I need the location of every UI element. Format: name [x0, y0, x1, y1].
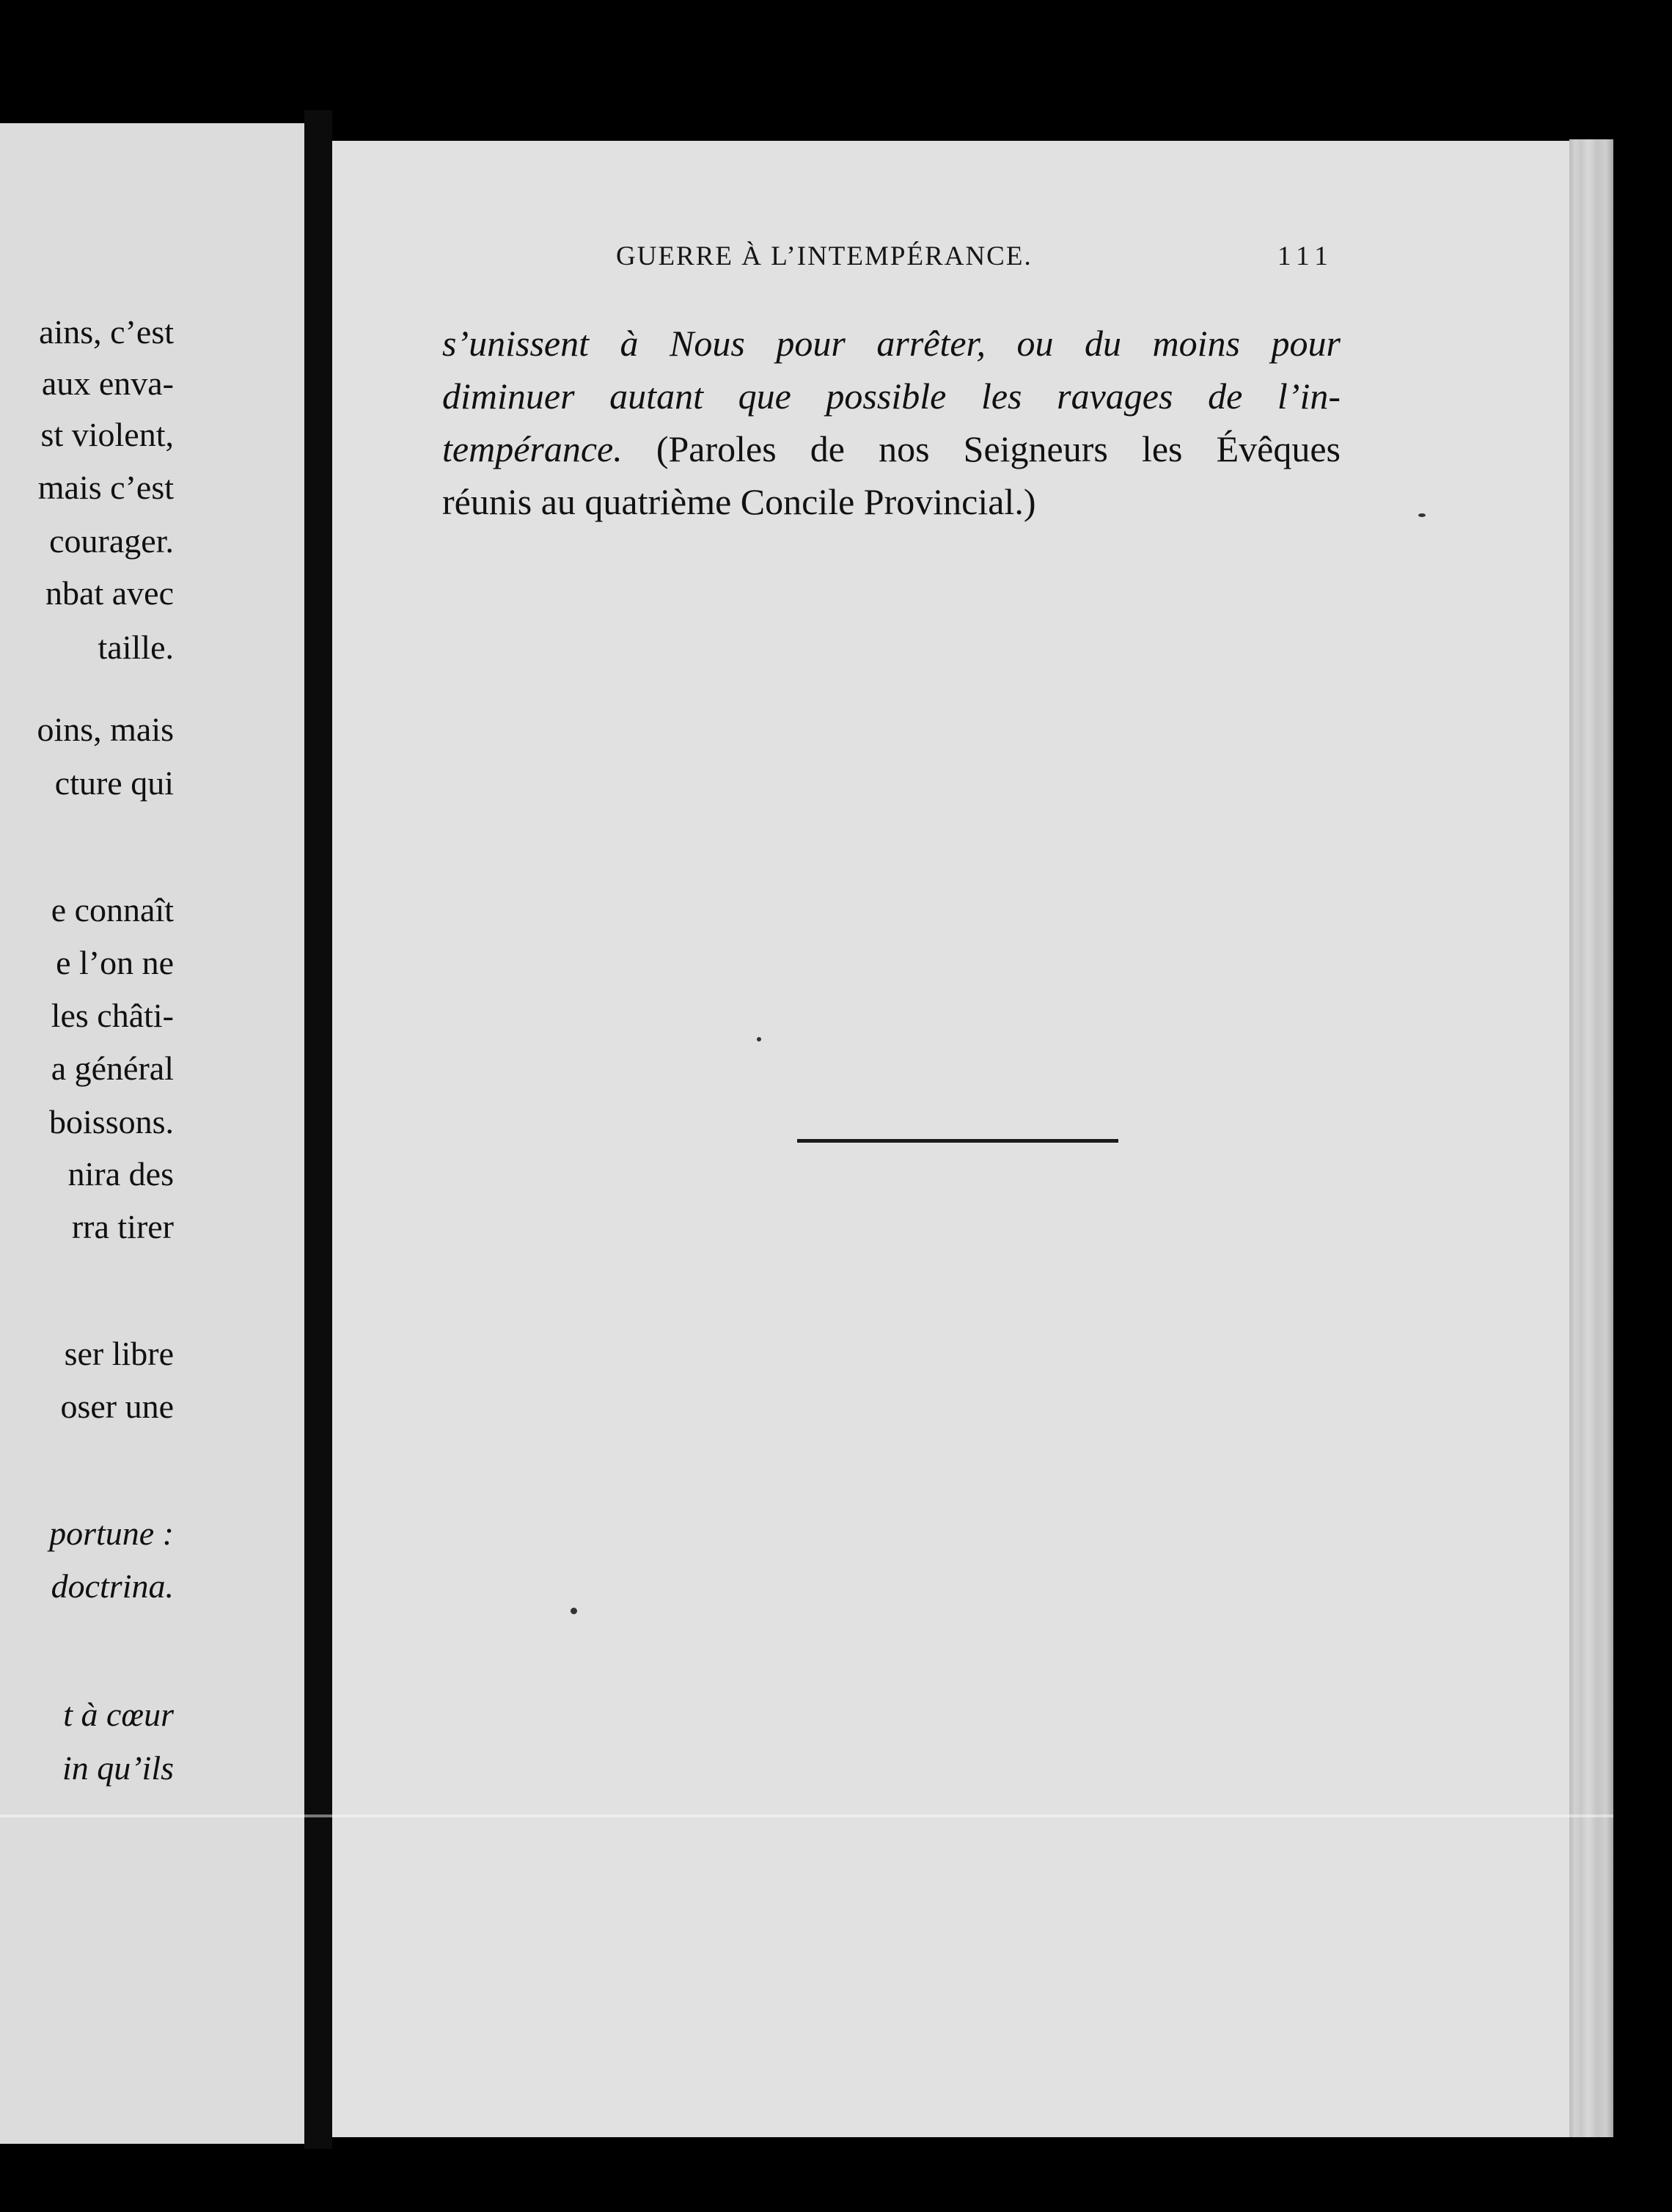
left-page-line: doctrina. [51, 1567, 174, 1605]
ink-speck [1418, 513, 1426, 517]
running-header: GUERRE À L’INTEMPÉRANCE. [616, 241, 1033, 271]
left-page-line: oins, mais [37, 711, 174, 748]
body-paragraph [442, 317, 1341, 528]
body-line-4: réunis au quatrième Concile Provincial.) [442, 481, 1036, 522]
left-page-text [0, 123, 304, 2144]
left-page [0, 123, 304, 2144]
left-page-line: a général [51, 1050, 174, 1087]
body-line-2: diminuer autant que possible les ravages de l’in- [442, 376, 1341, 417]
ink-speck [757, 1037, 761, 1041]
section-rule [797, 1139, 1118, 1143]
page-edge [1569, 139, 1613, 2137]
body-line-3-roman: (Paroles de nos Seigneurs les Évêques [622, 428, 1341, 469]
left-page-line: taille. [98, 629, 174, 666]
left-page-line: t à cœur [63, 1696, 174, 1733]
body-line-1: s’unissent à Nous pour arrêter, ou du moins pour [442, 323, 1341, 364]
page-number: 111 [1277, 241, 1334, 271]
left-page-line: ains, c’est [39, 313, 174, 351]
left-page-line: e l’on ne [56, 944, 174, 981]
left-page-line: nbat avec [45, 574, 174, 612]
ink-speck [571, 1608, 577, 1614]
left-page-line: oser une [60, 1388, 174, 1425]
left-page-line: rra tirer [71, 1208, 174, 1245]
body-line-3-italic: tempérance. [442, 428, 623, 469]
left-page-line: mais c’est [37, 469, 174, 506]
book-gutter [304, 110, 332, 2149]
left-page-line: boissons. [49, 1103, 174, 1140]
scan-fold-line [0, 1814, 1613, 1817]
left-page-line: portune : [49, 1515, 174, 1552]
left-page-line: e connaît [51, 891, 174, 929]
left-page-line: cture qui [54, 764, 174, 802]
left-page-line: ser libre [64, 1335, 174, 1372]
left-page-line: aux enva- [41, 365, 174, 402]
left-page-line: in qu’ils [62, 1749, 174, 1787]
body-line-3 [442, 422, 1341, 475]
left-page-line: courager. [49, 522, 174, 560]
left-page-line: les châti- [51, 997, 174, 1034]
left-page-line: st violent, [40, 416, 174, 453]
left-page-line: nira des [67, 1155, 174, 1193]
